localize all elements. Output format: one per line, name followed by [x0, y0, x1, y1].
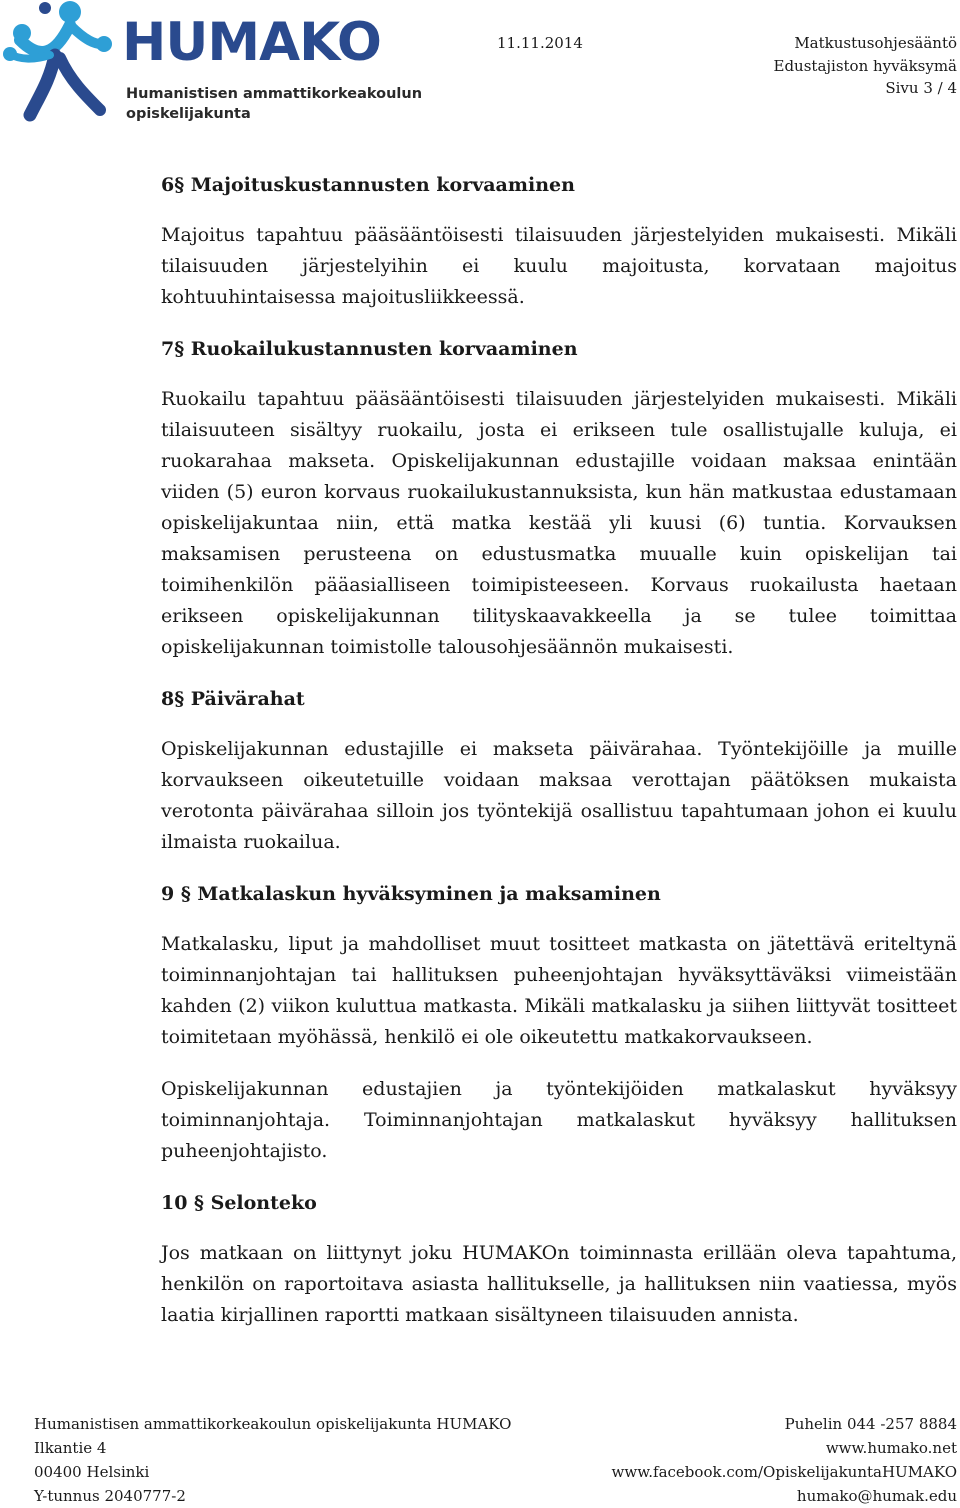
- section-heading: 9 § Matkalaskun hyväksyminen ja maksaminen: [161, 883, 661, 905]
- section-paragraph: Ruokailu tapahtuu pääsääntöisesti tilaisuuden järjestelyiden mukaisesti. Mikäli tilaisuuteen sisältyy ruokailu, josta ei erikseen tule osallistujalle kuluja, ei ruokarahaa makseta. Opiskelijakunnan edustajille voidaan maksaa enintään viiden (5) euron korvaus ruokailukustannuksista, kun hän matkustaa edustamaan opiskelijakuntaa niin, että matka kestää yli kuusi (6) tuntia. Korvauksen maksamisen perusteena on edustusmatka muualle kuin opiskelijan tai toimihenkilön pääasialliseen toimipisteeseen. Korvaus ruokailusta haetaan erikseen opiskelijakunnan tilityskaavakkeella ja se tulee toimittaa opiskelijakunnan toimistolle talousohjesäännön mukaisesti.: [161, 388, 957, 658]
- footer-phone: Puhelin 044 -257 8884: [784, 1415, 957, 1433]
- header-approval: Edustajiston hyväksymä: [773, 57, 957, 75]
- footer-website-link[interactable]: www.humako.net: [825, 1439, 957, 1457]
- footer-business-id: Y-tunnus 2040777-2: [34, 1487, 186, 1505]
- header-document-title: Matkustusohjesääntö: [794, 34, 957, 52]
- document-body: [161, 170, 957, 1331]
- section-paragraph: Matkalasku, liput ja mahdolliset muut tositteet matkasta on jätettävä eriteltynä toiminnanjohtajan tai hallituksen puheenjohtajan hyväksyttäväksi viimeistään kahden (2) viikon kuluttua matkasta. Mikäli matkalasku ja siihen liittyvät tositteet toimitetaan myöhässä, henkilö ei ole oikeutettu matkakorvaukseen.: [161, 933, 957, 1048]
- footer-contact-address: [34, 1412, 511, 1508]
- section-heading: 8§ Päivärahat: [161, 688, 305, 710]
- section-paragraph: Majoitus tapahtuu pääsääntöisesti tilaisuuden järjestelyiden mukaisesti. Mikäli tilaisuuden järjestelyihin ei kuulu majoitusta, korvataan majoitus kohtuuhintaisessa majoitusliikkeessä.: [161, 224, 957, 308]
- section-paragraph: Jos matkaan on liittynyt joku HUMAKOn toiminnasta erillään oleva tapahtuma, henkilön on raportoitava asiasta hallitukselle, ja hallituksen niin vaatiessa, myös laatia kirjallinen raportti matkaan sisältyneen tilaisuuden annista.: [161, 1242, 957, 1326]
- footer-street: Ilkantie 4: [34, 1439, 107, 1457]
- footer-organization: Humanistisen ammattikorkeakoulun opiskelijakunta HUMAKO: [34, 1415, 512, 1433]
- logo-wordmark: HUMAKO: [122, 12, 381, 73]
- footer-email-link[interactable]: humako@humak.edu: [796, 1487, 957, 1505]
- footer-facebook-link[interactable]: www.facebook.com/OpiskelijakuntaHUMAKO: [611, 1463, 957, 1481]
- logo-subtitle-line2: opiskelijakunta: [126, 106, 251, 122]
- section-paragraph: Opiskelijakunnan edustajien ja työntekijöiden matkalaskut hyväksyy toiminnanjohtaja. Toiminnanjohtajan matkalaskut hyväksyy hallituksen puheenjohtajisto.: [161, 1078, 957, 1162]
- logo-subtitle-line1: Humanistisen ammattikorkeakoulun: [126, 86, 423, 102]
- header-date: 11.11.2014: [497, 34, 583, 52]
- section-heading: 7§ Ruokailukustannusten korvaaminen: [161, 338, 578, 360]
- section-heading: 6§ Majoituskustannusten korvaaminen: [161, 174, 575, 196]
- footer-postal: 00400 Helsinki: [34, 1463, 150, 1481]
- header-page-number: Sivu 3 / 4: [885, 79, 957, 97]
- humako-logo: [0, 0, 423, 130]
- footer-contact-links: [612, 1412, 957, 1508]
- section-paragraph: Opiskelijakunnan edustajille ei makseta päivärahaa. Työntekijöille ja muille korvaukseen oikeutetuille voidaan maksaa verottajan päätöksen mukaista verotonta päivärahaa silloin jos työntekijä osallistuu tapahtumaan johon ei kuulu ilmaista ruokailua.: [161, 738, 957, 853]
- section-heading: 10 § Selonteko: [161, 1192, 317, 1214]
- logo-figure-icon: [0, 0, 125, 130]
